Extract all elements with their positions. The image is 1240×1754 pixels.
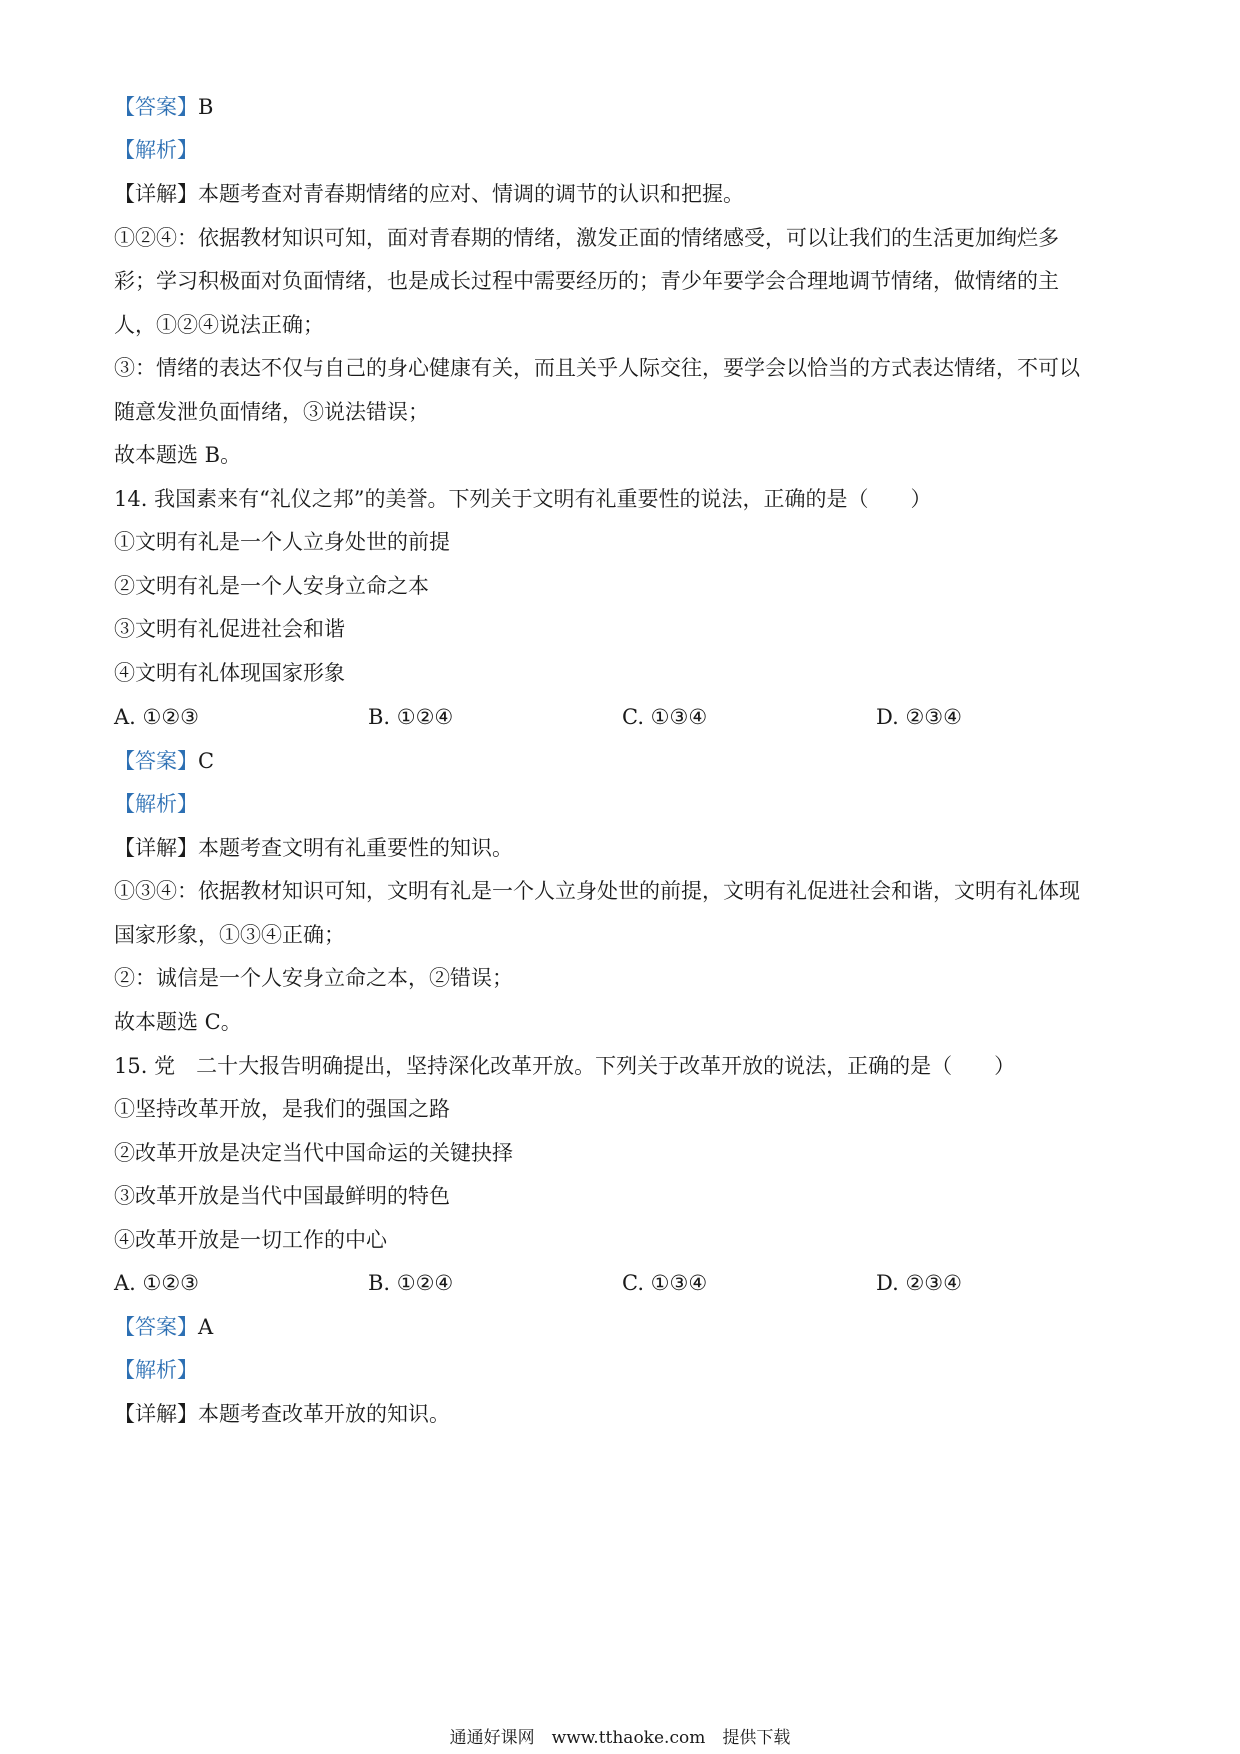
detail-text: 本题考查对青春期情绪的应对、情调的调节的认识和把握。 [198,182,744,206]
detail-text: 本题考查文明有礼重要性的知识。 [198,836,513,860]
q14-option-a: A. ①②③ [114,705,199,729]
q15-item-1: ①坚持改革开放，是我们的强国之路 [114,1097,450,1121]
q14-item-1: ①文明有礼是一个人立身处世的前提 [114,530,450,554]
answer-value: C [198,749,215,773]
q13-para1-line1: ①②④：依据教材知识可知，面对青春期的情绪，激发正面的情绪感受，可以让我们的生活更加绚烂多 [114,226,1059,250]
q15-option-a: A. ①②③ [114,1271,199,1295]
q15-item-3: ③改革开放是当代中国最鲜明的特色 [114,1184,450,1208]
answer-tag: 【答案】 [114,95,198,119]
q14-item-4: ④文明有礼体现国家形象 [114,661,345,685]
q14-stem: 14. 我国素来有“礼仪之邦”的美誉。下列关于文明有礼重要性的说法，正确的是（ ） [114,487,932,511]
q14-item-3: ③文明有礼促进社会和谐 [114,617,345,641]
q13-answer-line [114,92,1124,122]
detail-text: 本题考查改革开放的知识。 [198,1402,450,1426]
q15-analysis-tag: 【解析】 [114,1358,198,1382]
q14-option-d: D. ②③④ [876,705,962,729]
q15-option-b: B. ①②④ [368,1271,454,1295]
q13-para1-line2: 彩；学习积极面对负面情绪，也是成长过程中需要经历的；青少年要学会合理地调节情绪，做情绪的主 [114,269,1059,293]
q14-analysis-tag: 【解析】 [114,792,198,816]
answer-tag: 【答案】 [114,749,198,773]
detail-tag: 【详解】 [114,836,198,860]
q15-detail-line [114,1399,1124,1429]
q14-para1-line2: 国家形象，①③④正确； [114,923,345,947]
detail-tag: 【详解】 [114,1402,198,1426]
q14-para2: ②：诚信是一个人安身立命之本，②错误； [114,966,513,990]
q14-para1-line1: ①③④：依据教材知识可知，文明有礼是一个人立身处世的前提，文明有礼促进社会和谐，文明有礼体现 [114,879,1080,903]
answer-value: A [198,1315,214,1339]
q15-option-c: C. ①③④ [622,1271,708,1295]
q14-detail-line [114,833,1124,863]
page-footer: 通通好课网 www.tthaoke.com 提供下载 [449,1728,791,1748]
q13-para1-line3: 人，①②④说法正确； [114,313,324,337]
q14-item-2: ②文明有礼是一个人安身立命之本 [114,574,429,598]
q15-answer-line [114,1312,1124,1342]
q13-para2-line2: 随意发泄负面情绪，③说法错误； [114,400,429,424]
q15-stem: 15. 党 二十大报告明确提出，坚持深化改革开放。下列关于改革开放的说法，正确的是（ ） [114,1054,1016,1078]
q13-analysis-tag: 【解析】 [114,138,198,162]
q14-answer-line [114,746,1124,776]
q15-option-d: D. ②③④ [876,1271,962,1295]
q14-option-c: C. ①③④ [622,705,708,729]
q13-detail-line [114,179,1124,209]
q14-conclusion: 故本题选 C。 [114,1010,242,1034]
q14-option-b: B. ①②④ [368,705,454,729]
answer-tag: 【答案】 [114,1315,198,1339]
answer-value: B [198,95,214,119]
q15-item-4: ④改革开放是一切工作的中心 [114,1228,387,1252]
detail-tag: 【详解】 [114,182,198,206]
q13-para2-line1: ③：情绪的表达不仅与自己的身心健康有关，而且关乎人际交往，要学会以恰当的方式表达情绪，不可以 [114,356,1080,380]
q13-conclusion: 故本题选 B。 [114,443,242,467]
q15-item-2: ②改革开放是决定当代中国命运的关键抉择 [114,1141,513,1165]
